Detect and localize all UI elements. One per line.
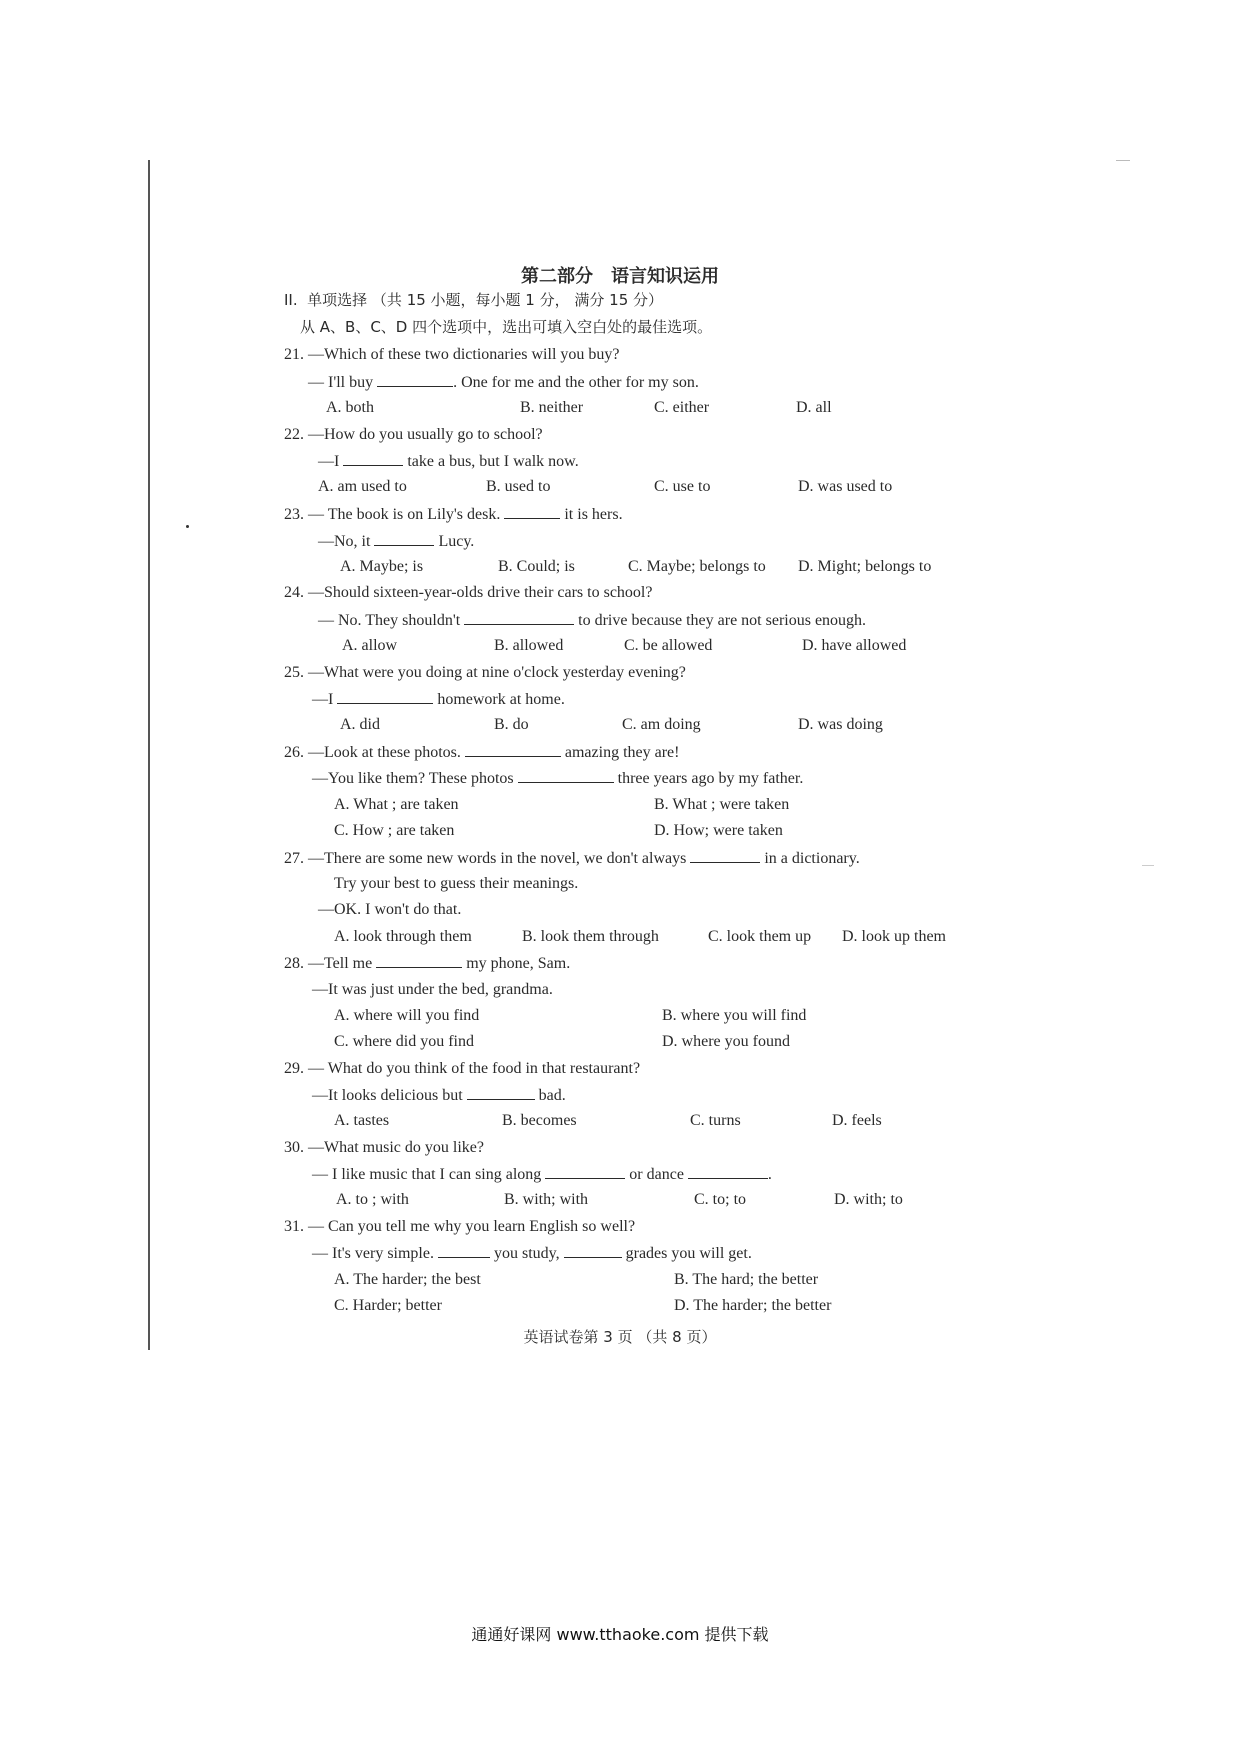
option-d: D. where you found [662, 1033, 790, 1050]
answer-blank [688, 1164, 768, 1179]
option-d: D. How; were taken [654, 822, 783, 839]
question-23-stem: 23. — The book is on Lily's desk. it is hers. [284, 506, 623, 523]
option-a: A. allow [342, 637, 398, 654]
answer-blank [464, 610, 574, 625]
part-label: 第二部分 [521, 266, 593, 287]
answer-blank [690, 848, 760, 863]
option-b: B. Could; is [498, 558, 575, 575]
option-c: C. How ; are taken [334, 822, 455, 839]
answer-blank [564, 1243, 622, 1258]
option-d: D. with; to [834, 1191, 903, 1208]
question-21-stem: 21. —Which of these two dictionaries will you buy? [284, 346, 620, 363]
question-31-stem: 31. — Can you tell me why you learn English so well? [284, 1218, 636, 1235]
option-c: C. Maybe; belongs to [628, 558, 766, 575]
answer-blank [467, 1085, 535, 1100]
scan-dot [186, 525, 189, 528]
answer-blank [376, 953, 462, 968]
question-25-stem: 25. —What were you doing at nine o'clock yesterday evening? [284, 664, 686, 681]
option-a: A. where will you find [334, 1007, 480, 1024]
option-d: D. look up them [842, 928, 946, 945]
question-21-answer-line: — I'll buy . One for me and the other for my son. [308, 374, 699, 391]
question-27-stem-cont: Try your best to guess their meanings. [334, 875, 579, 892]
question-22-stem: 22. —How do you usually go to school? [284, 426, 543, 443]
question-27-stem: 27. —There are some new words in the novel, we don't always in a dictionary. [284, 850, 860, 867]
option-d: D. The harder; the better [674, 1297, 832, 1314]
question-26-stem: 26. —Look at these photos. amazing they are! [284, 744, 680, 761]
question-22-answer-line: —I take a bus, but I walk now. [318, 453, 579, 470]
option-b: B. The hard; the better [674, 1271, 819, 1288]
answer-blank [465, 742, 561, 757]
option-c: C. be allowed [624, 637, 713, 654]
option-a: A. to ; with [336, 1191, 409, 1208]
option-b: B. neither [520, 399, 584, 416]
option-a: A. What ; are taken [334, 796, 459, 813]
option-d: D. have allowed [802, 637, 907, 654]
option-c: C. to; to [694, 1191, 747, 1208]
option-d: D. was doing [798, 716, 883, 733]
question-25-answer-line: —I homework at home. [312, 691, 565, 708]
answer-blank [343, 451, 403, 466]
section-header: II. 单项选择 （共 15 小题，每小题 1 分， 满分 15 分） [284, 291, 664, 309]
scan-mark [1142, 865, 1154, 866]
option-a: A. am used to [318, 478, 407, 495]
option-b: B. where you will find [662, 1007, 807, 1024]
option-a: A. did [340, 716, 380, 733]
question-28-stem: 28. —Tell me my phone, Sam. [284, 955, 571, 972]
answer-blank [518, 768, 614, 783]
answer-blank [377, 372, 453, 387]
part-name: 语言知识运用 [611, 266, 719, 287]
option-b: B. used to [486, 478, 551, 495]
question-29-answer-line: —It looks delicious but bad. [312, 1087, 566, 1104]
question-31-answer-line: — It's very simple. you study, grades you will get. [312, 1245, 752, 1262]
answer-blank [545, 1164, 625, 1179]
answer-blank [337, 689, 433, 704]
option-b: B. do [494, 716, 529, 733]
download-note: 通通好课网 www.tthaoke.com 提供下载 [471, 1625, 769, 1644]
option-c: C. turns [690, 1112, 741, 1129]
question-30-stem: 30. —What music do you like? [284, 1139, 484, 1156]
option-d: D. was used to [798, 478, 893, 495]
option-b: B. becomes [502, 1112, 577, 1129]
question-23-answer-line: —No, it Lucy. [318, 533, 475, 550]
binding-margin-line [148, 160, 150, 1350]
option-c: C. Harder; better [334, 1297, 442, 1314]
option-c: C. where did you find [334, 1033, 474, 1050]
answer-blank [504, 504, 560, 519]
option-a: A. The harder; the best [334, 1271, 481, 1288]
option-d: D. Might; belongs to [798, 558, 932, 575]
question-24-answer-line: — No. They shouldn't to drive because they are not serious enough. [318, 612, 867, 629]
section-instruction: 从 A、B、C、D 四个选项中，选出可填入空白处的最佳选项。 [300, 318, 713, 336]
option-c: C. use to [654, 478, 711, 495]
option-b: B. allowed [494, 637, 564, 654]
option-d: D. all [796, 399, 832, 416]
question-24-stem: 24. —Should sixteen-year-olds drive their cars to school? [284, 584, 653, 601]
question-30-answer-line: — I like music that I can sing along or dance . [312, 1166, 772, 1183]
option-c: C. am doing [622, 716, 701, 733]
option-b: B. with; with [504, 1191, 589, 1208]
option-d: D. feels [832, 1112, 882, 1129]
question-27-answer-line: —OK. I won't do that. [318, 901, 462, 918]
option-b: B. What ; were taken [654, 796, 790, 813]
option-a: A. both [326, 399, 374, 416]
option-b: B. look them through [522, 928, 659, 945]
page-title [0, 262, 1240, 288]
option-a: A. Maybe; is [340, 558, 424, 575]
option-c: C. either [654, 399, 710, 416]
page-footer: 英语试卷第 3 页 （共 8 页） [523, 1328, 717, 1346]
option-a: A. tastes [334, 1112, 390, 1129]
option-a: A. look through them [334, 928, 472, 945]
question-28-answer-line: —It was just under the bed, grandma. [312, 981, 553, 998]
question-29-stem: 29. — What do you think of the food in that restaurant? [284, 1060, 641, 1077]
scan-mark [1116, 160, 1130, 161]
option-c: C. look them up [708, 928, 812, 945]
answer-blank [374, 531, 434, 546]
answer-blank [438, 1243, 490, 1258]
question-26-answer-line: —You like them? These photos three years ago by my father. [312, 770, 804, 787]
